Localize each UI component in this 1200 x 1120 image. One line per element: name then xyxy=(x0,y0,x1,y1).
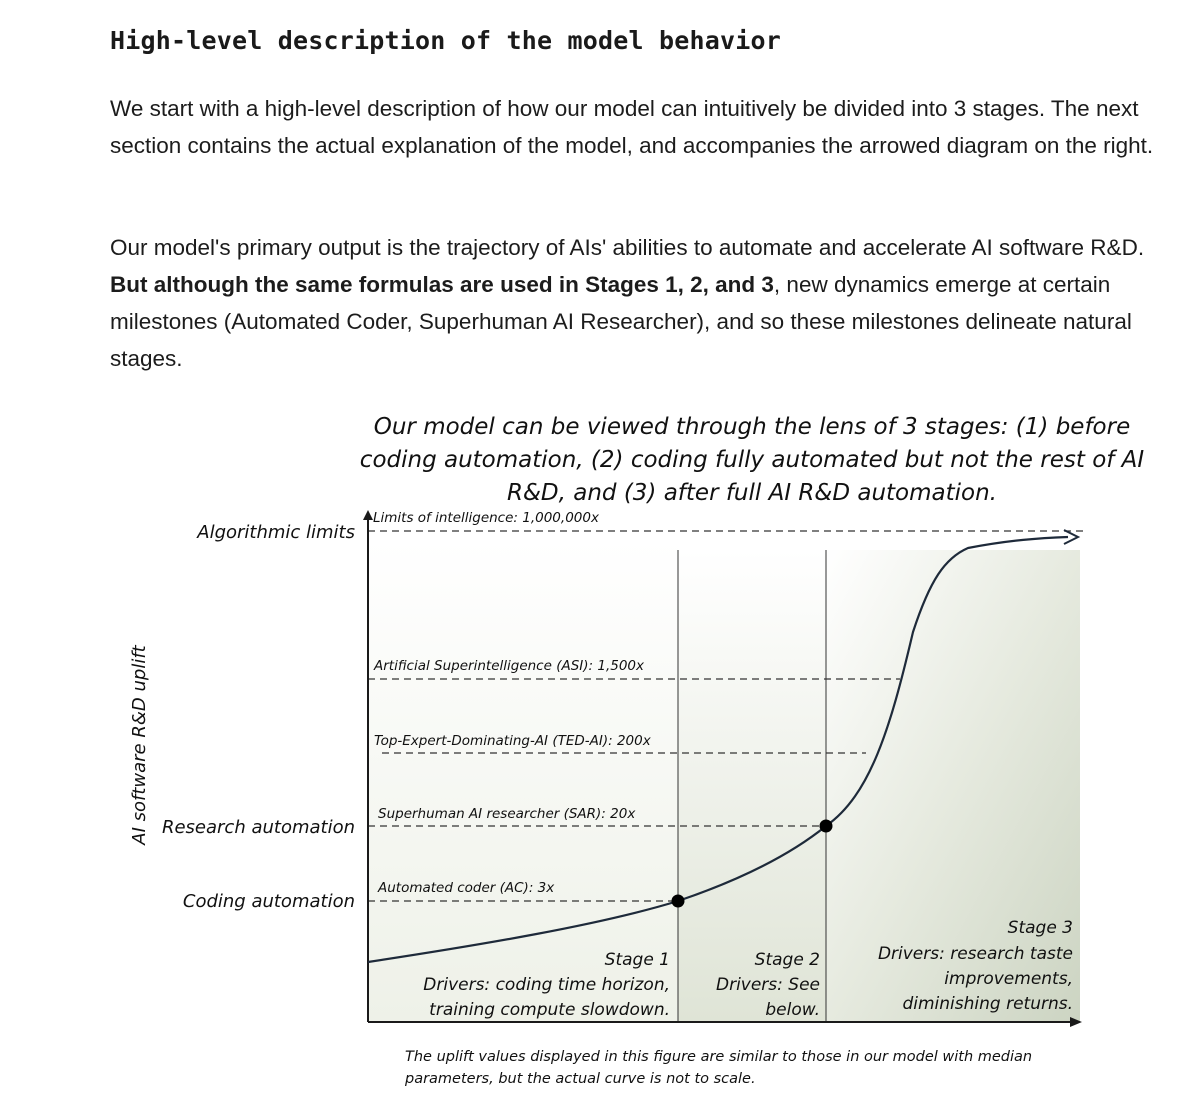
level-algorithmic-limits: Algorithmic limits xyxy=(197,522,355,543)
stage2-title: Stage 2 xyxy=(754,950,820,970)
figure-title-line-1: Our model can be viewed through the lens of 3 stages: (1) before xyxy=(373,414,1131,440)
figure-caption-line-2: parameters, but the actual curve is not to scale. xyxy=(405,1071,756,1087)
stage3-drivers-line-2: improvements, xyxy=(944,969,1073,989)
level-coding-automation: Coding automation xyxy=(182,891,355,912)
output-paragraph-bold: But although the same formulas are used in Stages 1, 2, and 3 xyxy=(110,272,774,297)
stages-diagram xyxy=(0,400,1200,1110)
intro-paragraph: We start with a high-level description of how our model can intuitively be divided into 3 stages. The next section contains the actual explanation of the model, and accompanies the arrowed diagram on the right. xyxy=(110,96,1154,158)
level-research-automation: Research automation xyxy=(161,817,355,838)
milestone-ac-label: Automated coder (AC): 3x xyxy=(378,880,555,896)
sar-milestone-point xyxy=(820,820,833,833)
stage3-drivers-line-3: diminishing returns. xyxy=(902,994,1073,1014)
figure-title-line-3: R&D, and (3) after full AI R&D automation. xyxy=(506,480,998,506)
stage1-title: Stage 1 xyxy=(604,950,670,970)
milestone-asi-label: Artificial Superintelligence (ASI): 1,500x xyxy=(374,658,644,674)
stage2-drivers-line-1: Drivers: See xyxy=(715,975,820,995)
figure-title-line-2: coding automation, (2) coding fully automated but not the rest of AI xyxy=(359,447,1145,473)
y-axis-label: AI software R&D uplift xyxy=(129,645,150,845)
output-paragraph xyxy=(110,229,1170,377)
milestone-limits-label: Limits of intelligence: 1,000,000x xyxy=(373,510,599,526)
ac-milestone-point xyxy=(672,895,685,908)
stage2-drivers-line-2: below. xyxy=(765,1000,820,1020)
y-axis-arrowhead xyxy=(363,510,373,520)
output-paragraph-end: , new dynamics emerge at certain milestones (Automated Coder, Superhuman AI Researcher), and so these milestones delineate natural stages. xyxy=(110,272,1132,371)
stage3-title: Stage 3 xyxy=(1007,918,1073,938)
stage1-drivers-line-1: Drivers: coding time horizon, xyxy=(423,975,670,995)
figure-caption-line-1: The uplift values displayed in this figure are similar to those in our model with median xyxy=(405,1049,1033,1065)
milestone-ted-ai-label: Top-Expert-Dominating-AI (TED-AI): 200x xyxy=(374,733,651,749)
output-paragraph-start: Our model's primary output is the trajectory of AIs' abilities to automate and accelerate AI software R&D. xyxy=(110,235,1145,260)
stage1-drivers-line-2: training compute slowdown. xyxy=(429,1000,670,1020)
section-heading: High-level description of the model behavior xyxy=(110,26,782,55)
stage3-drivers-line-1: Drivers: research taste xyxy=(877,944,1073,964)
milestone-sar-label: Superhuman AI researcher (SAR): 20x xyxy=(378,806,636,822)
